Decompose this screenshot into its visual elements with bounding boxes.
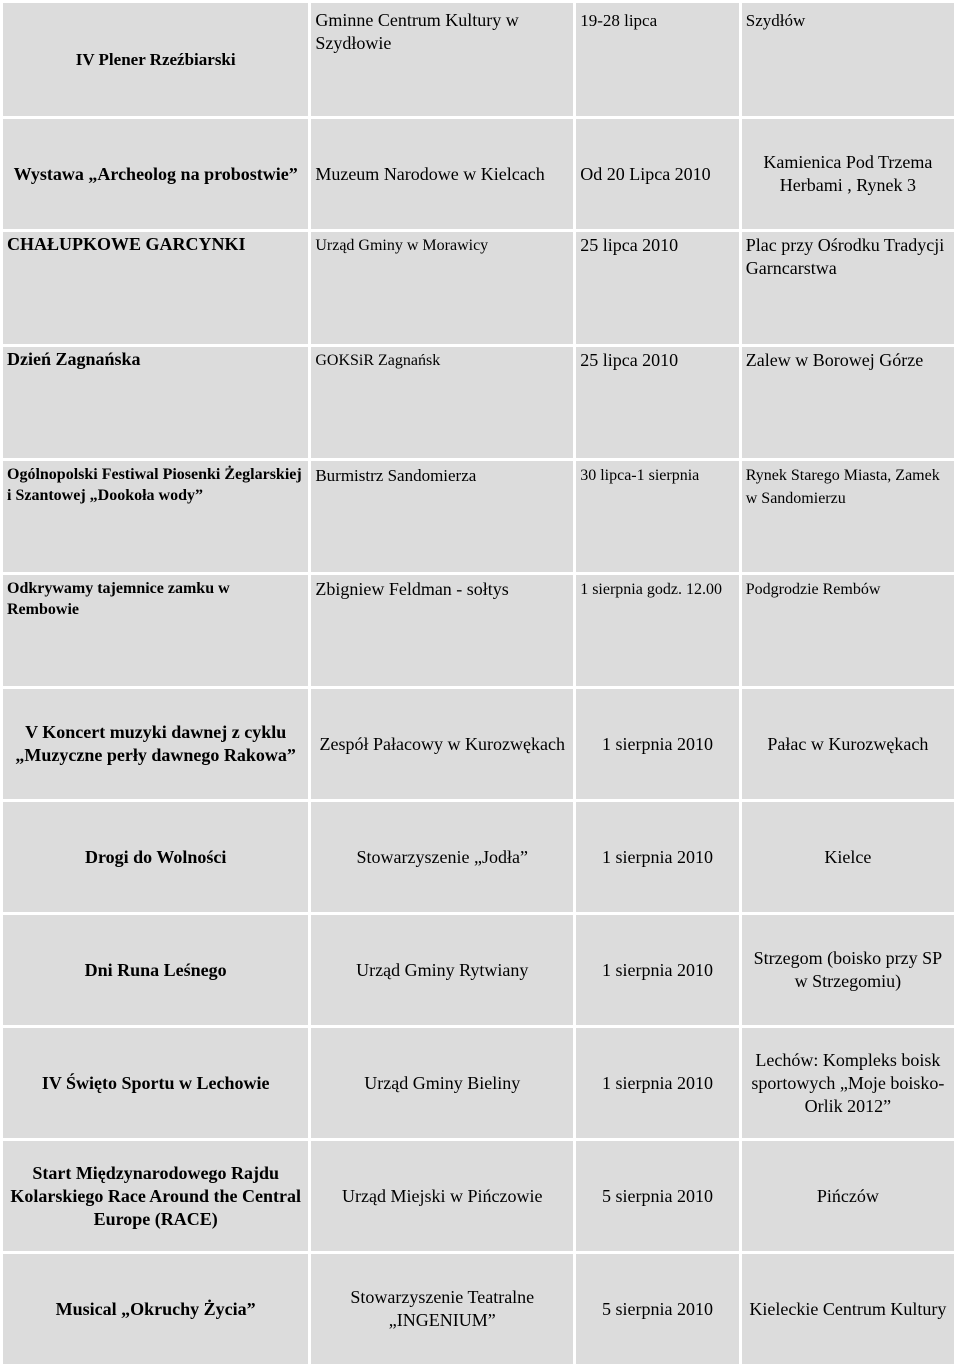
event-date: 1 sierpnia 2010 [575,801,741,914]
event-organizer: Urząd Gminy Rytwiany [310,914,575,1027]
event-place: Kielce [740,801,955,914]
event-date: 5 sierpnia 2010 [575,1253,741,1366]
event-date: 25 lipca 2010 [575,231,741,346]
event-place: Pałac w Kurozwękach [740,688,955,801]
event-organizer: Muzeum Narodowe w Kielcach [310,118,575,231]
event-organizer: Urząd Gminy Bieliny [310,1027,575,1140]
table-row [2,2,956,118]
event-organizer: Stowarzyszenie Teatralne „INGENIUM” [310,1253,575,1366]
event-name: Dni Runa Leśnego [2,914,310,1027]
event-organizer: Zespół Pałacowy w Kurozwękach [310,688,575,801]
event-name: CHAŁUPKOWE GARCYNKI [2,231,310,346]
table-row [2,914,956,1027]
event-organizer: GOKSiR Zagnańsk [310,346,575,460]
event-place: Plac przy Ośrodku Tradycji Garncarstwa [740,231,955,346]
event-organizer: Burmistrz Sandomierza [310,460,575,574]
event-organizer: Stowarzyszenie „Jodła” [310,801,575,914]
event-date: 5 sierpnia 2010 [575,1140,741,1253]
event-organizer: Urząd Miejski w Pińczowie [310,1140,575,1253]
event-place: Kieleckie Centrum Kultury [740,1253,955,1366]
event-name: Odkrywamy tajemnice zamku w Rembowie [2,574,310,688]
event-place: Szydłów [740,2,955,118]
table-row [2,118,956,231]
event-place: Pińczów [740,1140,955,1253]
event-date: 1 sierpnia godz. 12.00 [575,574,741,688]
event-name: V Koncert muzyki dawnej z cyklu „Muzyczne perły dawnego Rakowa” [2,688,310,801]
event-place: Zalew w Borowej Górze [740,346,955,460]
event-name: IV Plener Rzeźbiarski [2,2,310,118]
table-row [2,1027,956,1140]
event-place: Podgrodzie Rembów [740,574,955,688]
table-row [2,1140,956,1253]
event-organizer: Gminne Centrum Kultury w Szydłowie [310,2,575,118]
event-name: Dzień Zagnańska [2,346,310,460]
event-date: 30 lipca-1 sierpnia [575,460,741,574]
table-row [2,231,956,346]
event-name: Musical „Okruchy Życia” [2,1253,310,1366]
event-date: 1 sierpnia 2010 [575,914,741,1027]
event-name: Drogi do Wolności [2,801,310,914]
event-place: Rynek Starego Miasta, Zamek w Sandomierzu [740,460,955,574]
table-row [2,801,956,914]
event-name: Ogólnopolski Festiwal Piosenki Żeglarskiej i Szantowej „Dookoła wody” [2,460,310,574]
event-date: 1 sierpnia 2010 [575,688,741,801]
event-place: Lechów: Kompleks boisk sportowych „Moje boisko- Orlik 2012” [740,1027,955,1140]
event-name: IV Święto Sportu w Lechowie [2,1027,310,1140]
event-date: Od 20 Lipca 2010 [575,118,741,231]
event-place: Strzegom (boisko przy SP w Strzegomiu) [740,914,955,1027]
table-row [2,688,956,801]
event-date: 19-28 lipca [575,2,741,118]
event-name: Start Międzynarodowego Rajdu Kolarskiego Race Around the Central Europe (RACE) [2,1140,310,1253]
event-place: Kamienica Pod Trzema Herbami , Rynek 3 [740,118,955,231]
table-row [2,574,956,688]
table-row [2,346,956,460]
table-row [2,1253,956,1366]
event-organizer: Urząd Gminy w Morawicy [310,231,575,346]
event-organizer: Zbigniew Feldman - sołtys [310,574,575,688]
event-date: 1 sierpnia 2010 [575,1027,741,1140]
table-row [2,460,956,574]
event-name: Wystawa „Archeolog na probostwie” [2,118,310,231]
event-date: 25 lipca 2010 [575,346,741,460]
